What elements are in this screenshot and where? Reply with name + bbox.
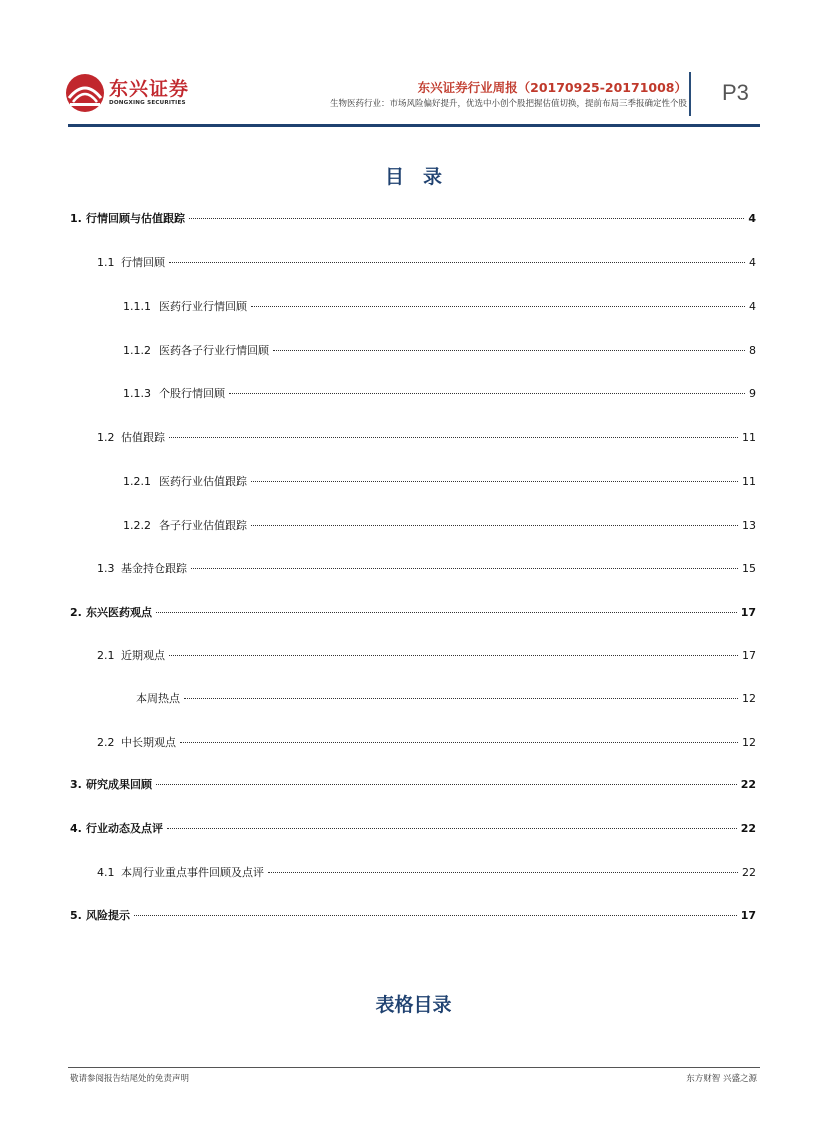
- toc-entry-label: [70, 907, 132, 923]
- toc-entry-page: 4: [749, 256, 756, 269]
- toc-entry-title: 各子行业估值跟踪: [159, 519, 247, 532]
- toc-dot-leader: [189, 218, 744, 219]
- toc-entry-title: 医药行业估值跟踪: [159, 475, 247, 488]
- toc-entry[interactable]: [97, 647, 756, 663]
- toc-entry-number: 1.1.3: [123, 387, 151, 400]
- toc-dot-leader: [229, 393, 745, 394]
- toc-entry-title: 基金持仓跟踪: [121, 562, 187, 575]
- toc-dot-leader: [169, 437, 738, 438]
- toc-entry-number: 1.1.2: [123, 344, 151, 357]
- toc-entry[interactable]: [70, 604, 756, 620]
- toc-entry-number: 4.: [70, 822, 82, 835]
- tables-list-heading: 表格目录: [375, 994, 452, 1016]
- toc-entry-label: [123, 342, 271, 358]
- toc-dot-leader: [156, 612, 737, 613]
- toc-entry[interactable]: [97, 864, 756, 880]
- toc-dot-leader: [251, 481, 738, 482]
- toc-entry-label: [70, 820, 165, 836]
- toc-entry-page: 22: [740, 822, 756, 835]
- toc-entry-number: 2.1: [97, 649, 115, 662]
- footer-slogan: 东方财智 兴盛之源: [686, 1074, 757, 1084]
- toc-entry-number: 1.: [70, 212, 82, 225]
- toc-entry-title: 本周热点: [136, 692, 180, 705]
- footer-rule: [68, 1067, 760, 1068]
- toc-dot-leader: [156, 784, 737, 785]
- toc-dot-leader: [191, 568, 738, 569]
- toc-dot-leader: [251, 525, 738, 526]
- toc-entry-number: 1.1.1: [123, 300, 151, 313]
- toc-entry-number: 2.: [70, 606, 82, 619]
- toc-entry-page: 11: [742, 431, 756, 444]
- toc-entry-label: [97, 254, 167, 270]
- toc-entry-label: [97, 560, 189, 576]
- toc-dot-leader: [169, 655, 738, 656]
- toc-entry-page: 22: [740, 778, 756, 791]
- toc-entry-label: [123, 517, 249, 533]
- toc-entry-title: 本周行业重点事件回顾及点评: [121, 866, 264, 879]
- toc-entry-title: 东兴医药观点: [86, 606, 152, 619]
- toc-entry-title: 风险提示: [86, 909, 130, 922]
- toc-entry-number: 1.1: [97, 256, 115, 269]
- toc-heading: 目 录: [384, 166, 442, 188]
- toc-entry-number: 4.1: [97, 866, 115, 879]
- company-logo: [64, 70, 194, 116]
- page-number: P3: [722, 80, 749, 105]
- toc-entry-title: 医药各子行业行情回顾: [159, 344, 269, 357]
- toc-entry-number: 3.: [70, 778, 82, 791]
- toc-entry[interactable]: [123, 517, 756, 533]
- toc-entry-label: [97, 429, 167, 445]
- toc-entry-title: 研究成果回顾: [86, 778, 152, 791]
- logo-english-name: DONGXING SECURITIES: [109, 100, 186, 106]
- report-title: 东兴证券行业周报（20170925-20171008）: [417, 80, 687, 95]
- toc-entry-label: [136, 690, 182, 706]
- toc-entry[interactable]: [70, 820, 756, 836]
- toc-entry-page: 17: [740, 606, 756, 619]
- toc-entry-title: 行业动态及点评: [86, 822, 163, 835]
- toc-entry-title: 个股行情回顾: [159, 387, 225, 400]
- toc-entry-page: 4: [748, 212, 756, 225]
- toc-entry-label: [97, 734, 178, 750]
- toc-entry-page: 15: [742, 562, 756, 575]
- toc-dot-leader: [251, 306, 745, 307]
- toc-entry-number: 1.2: [97, 431, 115, 444]
- toc-entry-label: [123, 385, 227, 401]
- toc-entry-page: 9: [749, 387, 756, 400]
- toc-dot-leader: [184, 698, 738, 699]
- toc-entry[interactable]: [123, 473, 756, 489]
- toc-entry-title: 近期观点: [121, 649, 165, 662]
- toc-entry-title: 行情回顾与估值跟踪: [86, 212, 185, 225]
- toc-dot-leader: [273, 350, 745, 351]
- toc-entry[interactable]: [97, 560, 756, 576]
- header-divider: [689, 72, 691, 116]
- toc-entry-number: 1.2.2: [123, 519, 151, 532]
- toc-entry[interactable]: [70, 907, 756, 923]
- header-rule: [68, 124, 760, 127]
- toc-dot-leader: [268, 872, 738, 873]
- toc-entry[interactable]: [97, 734, 756, 750]
- logo-mark-icon: [64, 72, 106, 114]
- toc-entry[interactable]: [97, 254, 756, 270]
- toc-entry[interactable]: [70, 776, 756, 792]
- toc-entry-page: 17: [740, 909, 756, 922]
- toc-entry-label: [123, 473, 249, 489]
- toc-entry-page: 12: [742, 736, 756, 749]
- toc-entry-number: 2.2: [97, 736, 115, 749]
- toc-entry-number: 1.3: [97, 562, 115, 575]
- toc-entry-page: 22: [742, 866, 756, 879]
- toc-entry-title: 医药行业行情回顾: [159, 300, 247, 313]
- toc-entry-page: 17: [742, 649, 756, 662]
- toc-entry-page: 11: [742, 475, 756, 488]
- toc-entry-label: [97, 864, 266, 880]
- footer-disclaimer: 敬请参阅报告结尾处的免责声明: [70, 1074, 190, 1084]
- toc-entry[interactable]: [123, 298, 756, 314]
- toc-entry-label: [123, 298, 249, 314]
- toc-entry-page: 8: [749, 344, 756, 357]
- page-header: [0, 0, 827, 130]
- toc-entry-title: 中长期观点: [121, 736, 176, 749]
- toc-entry[interactable]: [97, 429, 756, 445]
- toc-entry[interactable]: [70, 210, 756, 226]
- report-subtitle: 生物医药行业：市场风险偏好提升，优选中小创个股把握估值切换，提前布局三季报确定性个股: [329, 99, 687, 109]
- toc-entry[interactable]: [123, 385, 756, 401]
- toc-entry-page: 4: [749, 300, 756, 313]
- toc-entry-label: [70, 210, 187, 226]
- toc-dot-leader: [134, 915, 737, 916]
- toc-dot-leader: [169, 262, 745, 263]
- toc-entry-number: 1.2.1: [123, 475, 151, 488]
- toc-entry-title: 行情回顾: [121, 256, 165, 269]
- toc-entry[interactable]: [123, 342, 756, 358]
- toc-entry-label: [97, 647, 167, 663]
- toc-entry-number: 5.: [70, 909, 82, 922]
- toc-dot-leader: [180, 742, 738, 743]
- toc-entry-label: [70, 776, 154, 792]
- toc-entry-label: [70, 604, 154, 620]
- toc-dot-leader: [167, 828, 737, 829]
- toc-entry-page: 12: [742, 692, 756, 705]
- logo-chinese-name: 东兴证券: [109, 78, 190, 100]
- toc-entry-page: 13: [742, 519, 756, 532]
- toc-entry-title: 估值跟踪: [121, 431, 165, 444]
- toc-entry[interactable]: [136, 690, 756, 706]
